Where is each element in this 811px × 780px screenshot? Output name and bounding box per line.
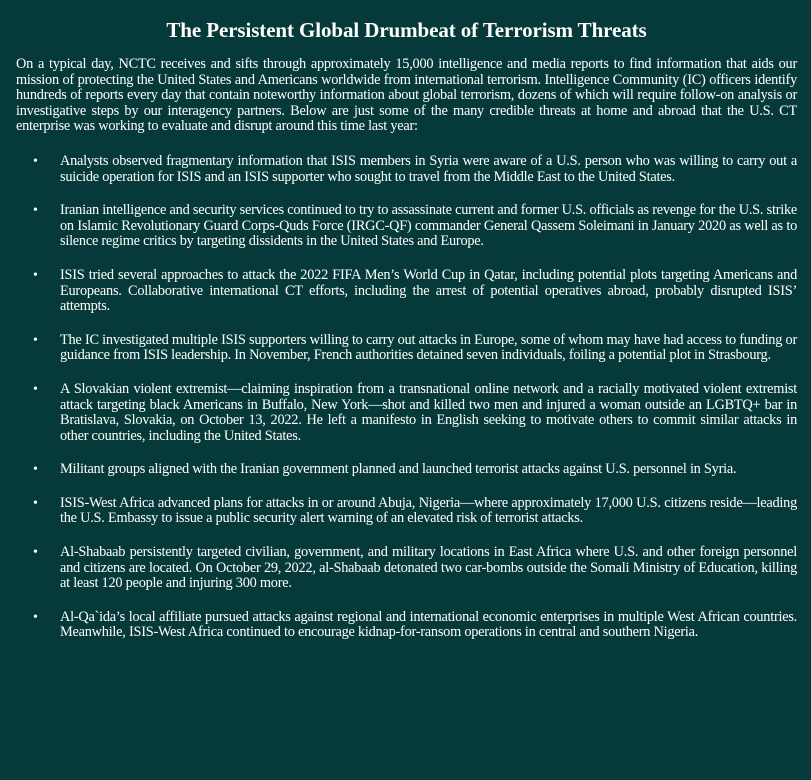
- list-item-text: Iranian intelligence and security services continued to try to assassinate current and former U.S. officials as revenge for the U.S. strike on Islamic Revolutionary Guard Corps-Quds Force (IRGC-QF) commander General Qassem Soleimani in January 2020 as well as to silence regime critics by targeting dissidents in the United States and Europe.: [60, 202, 797, 250]
- list-item: [16, 154, 797, 185]
- bullet-icon: •: [33, 545, 38, 561]
- list-item-text: The IC investigated multiple ISIS supporters willing to carry out attacks in Europe, some of whom may have had access to funding or guidance from ISIS leadership. In November, French authorities detained seven individuals, foiling a potential plot in Strasbourg.: [60, 331, 797, 364]
- list-item-text: ISIS tried several approaches to attack the 2022 FIFA Men’s World Cup in Qatar, including potential plots targeting Americans and Europeans. Collaborative international CT efforts, including the arrest of potential operatives abroad, probably disrupted ISIS’ attempts.: [60, 266, 797, 315]
- page-title: The Persistent Global Drumbeat of Terrorism Threats: [166, 18, 647, 42]
- list-item: [16, 462, 797, 478]
- bullet-icon: •: [33, 332, 38, 348]
- bullet-icon: •: [33, 381, 38, 397]
- list-item: [16, 610, 797, 641]
- list-item: [16, 545, 797, 592]
- bullet-icon: •: [33, 267, 38, 283]
- bullet-icon: •: [33, 462, 38, 478]
- bullet-icon: •: [33, 495, 38, 511]
- list-item: [16, 333, 797, 364]
- list-item: [16, 496, 797, 527]
- list-item-text: Al-Qa`ida’s local affiliate pursued attacks against regional and international economic enterprises in multiple West African countries. Meanwhile, ISIS-West Africa continued to encourage kidnap-for-ransom operations in central and southern Nigeria.: [60, 608, 797, 641]
- intro-paragraph: On a typical day, NCTC receives and sifts through approximately 15,000 intelligence and media reports to find information that aids our mission of protecting the United States and Americans worldwide from international terrorism. Intelligence Community (IC) officers identify hundreds of reports every day that contain noteworthy information about global terrorism, dozens of which will require follow-on analysis or investigative steps by our interagency partners. Below are just some of the many credible threats at home and abroad that the U.S. CT enterprise was working to evaluate and disrupt around this time last year:: [16, 56, 797, 135]
- list-item: [16, 268, 797, 315]
- list-item-text: Al-Shabaab persistently targeted civilian, government, and military locations in East Africa where U.S. and other foreign personnel and citizens are located. On October 29, 2022, al-Shabaab detonated two car-bombs outside the Somali Ministry of Education, killing at least 120 people and injuring 300 more.: [60, 544, 797, 592]
- list-item: [16, 203, 797, 250]
- list-item: [16, 382, 797, 444]
- list-item-text: Militant groups aligned with the Iranian government planned and launched terrorist attacks against U.S. personnel in Syria.: [60, 461, 737, 478]
- bullet-icon: •: [33, 153, 38, 169]
- list-item-text: ISIS-West Africa advanced plans for attacks in or around Abuja, Nigeria—where approximately 17,000 U.S. citizens reside—leading the U.S. Embassy to issue a public security alert warning of an elevated risk of terrorist attacks.: [60, 494, 797, 527]
- list-item-text: Analysts observed fragmentary information that ISIS members in Syria were aware of a U.S. person who was willing to carry out a suicide operation for ISIS and an ISIS supporter who sought to travel from the Middle East to the United States.: [60, 152, 797, 185]
- bullet-icon: •: [33, 609, 38, 625]
- bullet-icon: •: [33, 203, 38, 219]
- threat-list: [16, 154, 797, 641]
- list-item-text: A Slovakian violent extremist—claiming inspiration from a transnational online network and a racially motivated violent extremist attack targeting black Americans in Buffalo, New York—shot and killed two men and injured a woman outside an LGBTQ+ bar in Bratislava, Slovakia, on October 13, 2022. He left a manifesto in English seeking to motivate others to commit similar attacks in other countries, including the United States.: [60, 380, 797, 444]
